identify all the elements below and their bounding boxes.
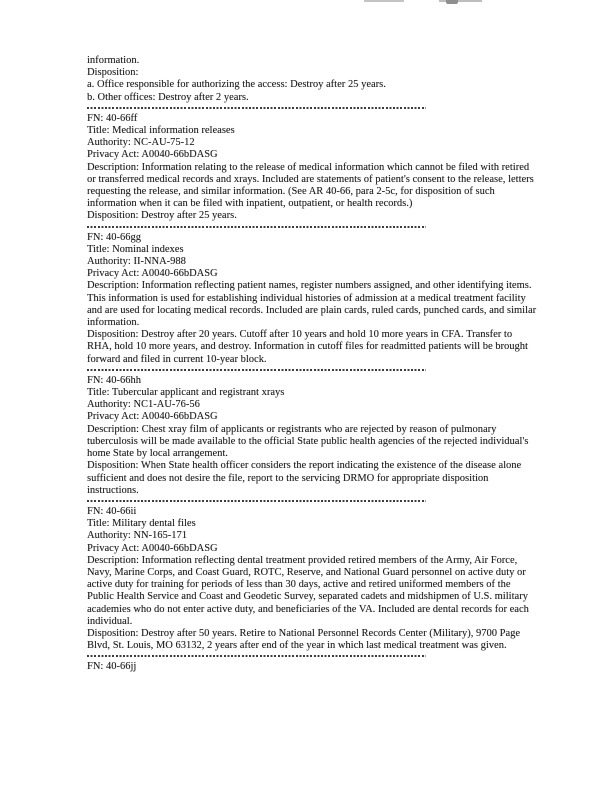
title-line: Title: Military dental files [87, 518, 196, 530]
title-line: Title: Nominal indexes [87, 243, 184, 255]
record-section-40-66ff [87, 113, 537, 223]
authority-line: Authority: NC-AU-75-12 [87, 137, 195, 149]
fn-line: FN: 40-66jj [87, 661, 137, 673]
fn-line: FN: 40-66ii [87, 505, 137, 517]
disposition-text: Disposition: Destroy after 50 years. Retire to National Personnel Records Center (Military), 9700 Page Blvd, St. Louis, MO 63132, 2 years after end of the year in which last medical treatment was given. [87, 627, 521, 652]
privacy-act-line: Privacy Act: A0040-66bDASG [87, 268, 218, 280]
fn-line: FN: 40-66hh [87, 374, 141, 386]
disposition-text: Disposition: Destroy after 20 years. Cutoff after 10 years and hold 10 more years in CFA. Transfer to RHA, hold 10 more years, and destroy. Information in cutoff files for readmitted patients will be brought forward and filed in current 10-year block. [87, 329, 528, 365]
authority-line: Authority: NC1-AU-76-56 [87, 399, 200, 411]
scan-artifact [364, 0, 404, 2]
page-content [87, 55, 537, 674]
description-text: Description: Chest xray film of applicants or registrants who are rejected by reason of pulmonary tuberculosis will be made available to the official State public health agencies of the rejected individual's home State by local arrangement. [87, 423, 529, 460]
section-separator [87, 369, 426, 371]
record-section-40-66hh [87, 375, 537, 497]
fn-line: FN: 40-66ff [87, 112, 138, 124]
section-separator [87, 107, 426, 109]
disposition-text: Disposition: Destroy after 25 years. [87, 210, 237, 222]
title-line: Title: Tubercular applicant and registrant xrays [87, 387, 285, 399]
continuation-block [87, 55, 537, 104]
record-section-40-66gg [87, 232, 537, 366]
privacy-act-line: Privacy Act: A0040-66bDASG [87, 542, 218, 554]
record-section-40-66ii [87, 506, 537, 652]
continuation-text: information. [87, 55, 140, 66]
description-text: Description: Information reflecting dental treatment provided retired members of the Army, Air Force, Navy, Marine Corps, and Coast Guard, ROTC, Reserve, and National Guard personnel on active duty or active duty for training for periods of less than 30 days, active and retired uniformed members of the Public Health Service and Coast and Geodetic Survey, separated cadets and midshipmen of U.S. military academies who do not enter active duty, and beneficiaries of the VA. Included are dental records for each individual. [87, 554, 529, 627]
authority-line: Authority: II-NNA-988 [87, 256, 186, 268]
section-separator [87, 500, 426, 502]
disposition-item-a: a. Office responsible for authorizing the access: Destroy after 25 years. [87, 79, 386, 91]
disposition-label: Disposition: [87, 67, 139, 79]
disposition-item-b: b. Other offices: Destroy after 2 years. [87, 91, 249, 103]
fn-line: FN: 40-66gg [87, 231, 141, 243]
record-section-40-66jj [87, 661, 537, 673]
title-line: Title: Medical information releases [87, 125, 235, 137]
section-separator [87, 655, 426, 657]
authority-line: Authority: NN-165-171 [87, 530, 188, 542]
description-text: Description: Information relating to the release of medical information which cannot be filed with retired or transferred medical records and xrays. Included are statements of patient's consent to the release, letters requesting the release, and similar information. (See AR 40-66, para 2-5c, for disposition of such information when it can be filed with inpatient, outpatient, or health records.) [87, 161, 534, 210]
privacy-act-line: Privacy Act: A0040-66bDASG [87, 411, 218, 423]
disposition-text: Disposition: When State health officer considers the report indicating the existence of the disease alone sufficient and does not desire the file, report to the servicing DRMO for appropriate disposition instructions. [87, 460, 522, 496]
privacy-act-line: Privacy Act: A0040-66bDASG [87, 149, 218, 161]
description-text: Description: Information reflecting patient names, register numbers assigned, and other identifying items. This information is used for establishing individual histories of admission at a medical treatment facility and are used for locating medical records. Included are plain cards, ruled cards, punched cards, and similar information. [87, 280, 537, 329]
scan-artifact [446, 0, 458, 4]
section-separator [87, 226, 426, 228]
